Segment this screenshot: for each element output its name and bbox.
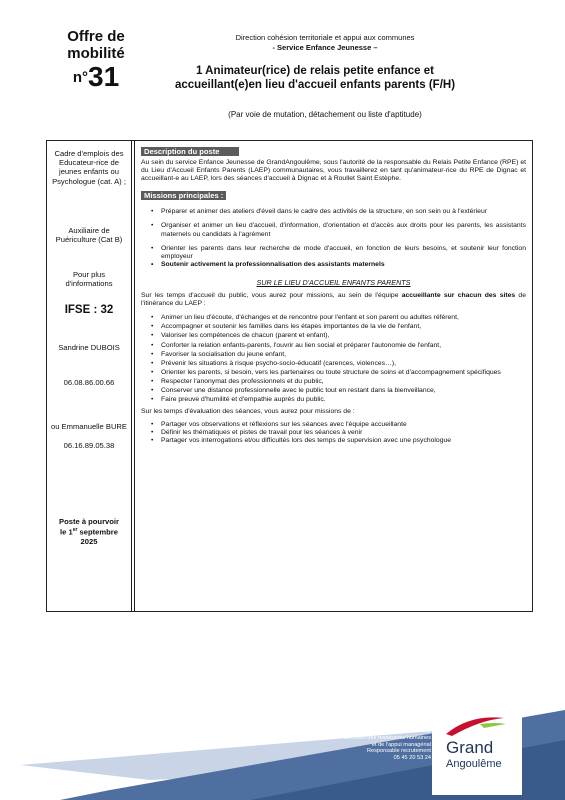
offer-content (141, 147, 526, 446)
signatory-dept2: et de l'appui managérial (371, 741, 431, 748)
list-item: • Soutenir activement la professionnalisation des assistants maternels (161, 261, 526, 269)
laep-intro: Sur les temps d'accueil du public, vous aurez pour missions, au sein de l'équipe accueillante sur chacun des sites de l'itinérance du LAEP : (141, 292, 526, 308)
contact1-name: Sandrine DUBOIS (58, 343, 120, 352)
description-heading: Description du poste (141, 147, 239, 156)
signature-block (231, 728, 431, 762)
cadre-emplois: Cadre d'emplois des Educateur-rice de jeunes enfants ou Psychologue (cat. A) ; (52, 149, 126, 186)
column-divider (134, 141, 135, 611)
list-item: • Conforter la relation enfants-parents, l'ouvrir au lien social et préparer l'autonomie de l'enfant, (161, 342, 526, 350)
job-title: 1 Animateur(rice) de relais petite enfance et accueillant(e)en lieu d'accueil enfants parents (F/H) (174, 65, 456, 91)
contact2-phone: 06.16.89.05.38 (63, 441, 115, 450)
description-text: Au sein du service Enfance Jeunesse de GrandAngoulême, sous l'autorité de la responsable du Relais Petite Enfance (RPE) et du Lieu d'Accueil Enfants Parents (LAEP) communautaires, vous travaillerez en tant qu'animateur-rice du RPE de Dignac et accueillant-e au LAEP, lors des séances d'accueil à Dignac et à Roullet Saint Estèphe. (141, 159, 526, 183)
list-item: • Accompagner et soutenir les familles dans les étapes importantes de la vie de l'enfant, (161, 323, 526, 331)
logo-word-angouleme: Angoulême (446, 758, 502, 770)
list-item: • Valoriser les compétences de chacun (parent et enfant), (161, 332, 526, 340)
list-item: • Favoriser la socialisation du jeune enfant, (161, 351, 526, 359)
list-item: • Orienter les parents dans leur recherche de mode d'accueil, en fonction de leurs besoins, et soutenir leur fonction employeur (161, 245, 526, 261)
offer-number: n°31 (72, 61, 120, 92)
list-item: • Partager vos observations et réflexions sur les séances avec l'équipe accueillante (161, 421, 526, 429)
logo-word-grand: Grand (446, 738, 494, 757)
start-date: Poste à pourvoir le 1er septembre 2025 (59, 517, 119, 546)
more-info-label: Pour plus d'informations (65, 270, 113, 289)
list-item: • Conserver une distance professionnelle avec le public tout en restant dans la bienveillance, (161, 387, 526, 395)
list-item: • Préparer et animer des ateliers d'éveil dans le cadre des activités de la structure, en son sein ou à l'extérieur (161, 208, 526, 216)
laep-heading: SUR LE LIEU D'ACCUEIL ENFANTS PARENTS (256, 277, 411, 287)
list-item: • Orienter les parents, si besoin, vers les partenaires ou toute structure de soins et d'accompagnement spécifiques (161, 369, 526, 377)
evaluation-list (141, 421, 526, 445)
list-item: • Prévenir les situations à risque psycho-socio-éducatif (carences, violences…), (161, 360, 526, 368)
direction-block (160, 33, 490, 52)
offer-heading (48, 28, 144, 92)
list-item: • Partager vos interrogations et/ou difficultés lors des temps de supervision avec une psychologue (161, 437, 526, 445)
auxiliaire-puericulture: Auxiliaire de Puériculture (Cat B) (55, 226, 123, 245)
offer-label-line2: mobilité (67, 45, 125, 62)
list-item: • Animer un lieu d'écoute, d'échanges et de rencontre pour l'enfant et son parent ou adultes référent, (161, 314, 526, 322)
sidebar-info (47, 141, 132, 611)
direction-name: Direction cohésion territoriale et appui aux communes (235, 33, 415, 42)
missions-list (141, 208, 526, 269)
signatory-dept1: Direction des ressources humaines (343, 734, 431, 741)
ifse-value: IFSE : 32 (64, 304, 114, 316)
offer-frame (46, 140, 533, 612)
grandangouleme-logo (440, 712, 512, 784)
signatory-phone: 05 45 20 53 24 (393, 755, 431, 762)
signatory-role: Responsable recrutement (366, 748, 431, 755)
list-item: • Faire preuve d'humilité et d'empathie auprès du public. (161, 396, 526, 404)
evaluation-intro: Sur les temps d'évaluation des séances, vous aurez pour missions de : (141, 408, 355, 416)
list-item: • Respecter l'anonymat des professionnels et du public, (161, 378, 526, 386)
signatory-name: DESTREZ Lindsay (382, 728, 431, 734)
offer-label-line1: Offre de (67, 28, 125, 45)
list-item: • Organiser et animer un lieu d'accueil, d'information, d'orientation et d'accès aux droits pour les parents, les assistants maternels ou candidats à l'agrément (161, 222, 526, 238)
service-name: - Service Enfance Jeunesse – (272, 42, 378, 52)
list-item: • Définir les thématiques et pistes de travail pour les séances à venir (161, 429, 526, 437)
recruitment-mode: (Par voie de mutation, détachement ou liste d'aptitude) (228, 110, 422, 119)
laep-missions-list (141, 314, 526, 404)
missions-heading: Missions principales : (141, 191, 226, 200)
contact1-phone: 06.08.86.00.66 (63, 378, 115, 387)
contact2-name: ou Emmanuelle BURE (51, 422, 127, 431)
